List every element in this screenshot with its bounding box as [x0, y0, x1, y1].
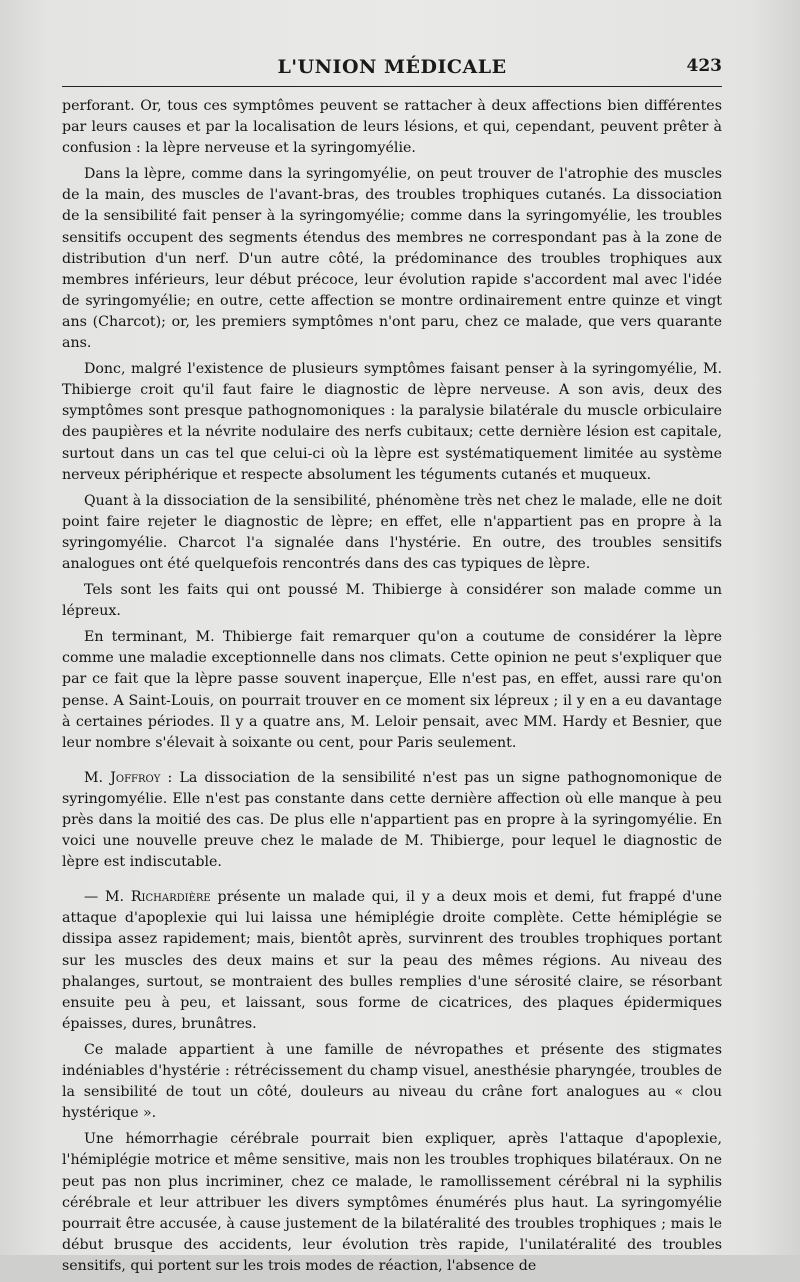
- paragraph-9: Ce malade appartient à une famille de névropathes et présente des stigmates indéniables d'hystérie : rétrécissement du champ visuel, anesthésie pharyngée, troubles de la sensibilité de tout un côté, douleurs au niveau du crâne fort analogues au « clou hystérique ».: [62, 1041, 722, 1122]
- speaker-name: M. Joffroy: [84, 769, 161, 786]
- paragraph-5: Tels sont les faits qui ont poussé M. Thibierge à considérer son malade comme un lépreux.: [62, 582, 722, 620]
- header-rule: [62, 86, 722, 87]
- body-text: [62, 96, 722, 1282]
- running-header: [62, 50, 722, 80]
- paragraph-1: perforant. Or, tous ces symptômes peuvent se rattacher à deux affections bien différentes par leurs causes et par la localisation de leurs lésions, et qui, cependant, peuvent prêter à confusion : la lèpre nerveuse et la syringomyélie.: [62, 98, 722, 157]
- page-number: 423: [686, 56, 722, 76]
- speaker-name: — M. Richardière: [84, 889, 211, 906]
- paragraph-10: Une hémorrhagie cérébrale pourrait bien expliquer, après l'attaque d'apoplexie, l'hémiplégie motrice et même sensitive, mais non les troubles trophiques bilatéraux. On ne peut pas non plus incriminer, chez ce malade, le ramollissement cérébral ni la syphilis cérébrale et leur attribuer les divers symptômes énumérés plus haut. La syringomyélie pourrait être accusée, à cause justement de la bilatéralité des troubles trophiques ; mais le début brusque des accidents, leur évolution très rapide, l'unilatéralité des troubles sensitifs, qui portent sur les trois modes de réaction, l'absence de: [62, 1131, 722, 1274]
- paragraph-7-text: : La dissociation de la sensibilité n'est pas un signe pathognomonique de syringomyélie. Elle n'est pas constante dans cette dernière affection où elle manque à peu près dans la moitié des cas. De plus elle n'appartient pas en propre à la syringomyélie. En voici une nouvelle preuve chez le malade de M. Thibierge, pour lequel le diagnostic de lèpre est indiscutable.: [62, 769, 722, 871]
- paragraph-7: [62, 768, 722, 873]
- running-title: L'UNION MÉDICALE: [277, 56, 507, 78]
- paragraph-8: [62, 887, 722, 1035]
- paragraph-4: Quant à la dissociation de la sensibilité, phénomène très net chez le malade, elle ne doit point faire rejeter le diagnostic de lèpre; en effet, elle n'appartient pas en propre à la syringomyélie. Charcot l'a signalée dans l'hystérie. En outre, des troubles sensitifs analogues ont été quelquefois rencontrés dans des cas typiques de lèpre.: [62, 492, 722, 572]
- paragraph-3: Donc, malgré l'existence de plusieurs symptômes faisant penser à la syringomyélie, M. Thibierge croit qu'il faut faire le diagnostic de lèpre nerveuse. A son avis, deux des symptômes sont presque pathognomoniques : la paralysie bilatérale du muscle orbiculaire des paupières et la névrite nodulaire des nerfs cubitaux; cette dernière lésion est capitale, surtout dans un cas tel que celui-ci où la lèpre est systématiquement limitée au système nerveux périphérique et respecte absolument les téguments cutanés et muqueux.: [62, 361, 722, 483]
- paragraph-6: En terminant, M. Thibierge fait remarquer qu'on a coutume de considérer la lèpre comme une maladie exceptionnelle dans nos climats. Cette opinion ne peut s'expliquer que par ce fait que la lèpre passe souvent inaperçue, Elle n'est pas, en effet, aussi rare qu'on pense. A Saint-Louis, on pourrait trouver en ce moment six lépreux ; il y en a eu davantage à certaines périodes. Il y a quatre ans, M. Leloir pensait, avec MM. Hardy et Besnier, que leur nombre s'élevait à soixante ou cent, pour Paris seulement.: [62, 629, 722, 751]
- paragraph-8-text: présente un malade qui, il y a deux mois et demi, fut frappé d'une attaque d'apoplexie qui lui laissa une hémiplégie droite complète. Cette hémiplégie se dissipa assez rapidement; mais, bientôt après, survinrent des troubles trophiques portant sur les muscles des deux mains et sur la peau des mêmes régions. Au niveau des phalanges, surtout, se montraient des bulles remplies d'une sérosité claire, se résorbant ensuite peu à peu, et laissant, sous forme de cicatrices, des plaques épidermiques épaisses, dures, brunâtres.: [62, 889, 722, 1032]
- paragraph-2: Dans la lèpre, comme dans la syringomyélie, on peut trouver de l'atrophie des muscles de la main, des muscles de l'avant-bras, des troubles trophiques cutanés. La dissociation de la sensibilité fait penser à la syringomyélie; comme dans la syringomyélie, les troubles sensitifs occupent des segments étendus des membres ne correspondant pas à la zone de distribution d'un nerf. D'un autre côté, la prédominance des troubles trophiques aux membres inférieurs, leur début précoce, leur évolution rapide s'accordent mal avec l'idée de syringomyélie; en outre, cette affection se montre ordinairement entre quinze et vingt ans (Charcot); or, les premiers symptômes n'ont paru, chez ce malade, que vers quarante ans.: [62, 166, 722, 352]
